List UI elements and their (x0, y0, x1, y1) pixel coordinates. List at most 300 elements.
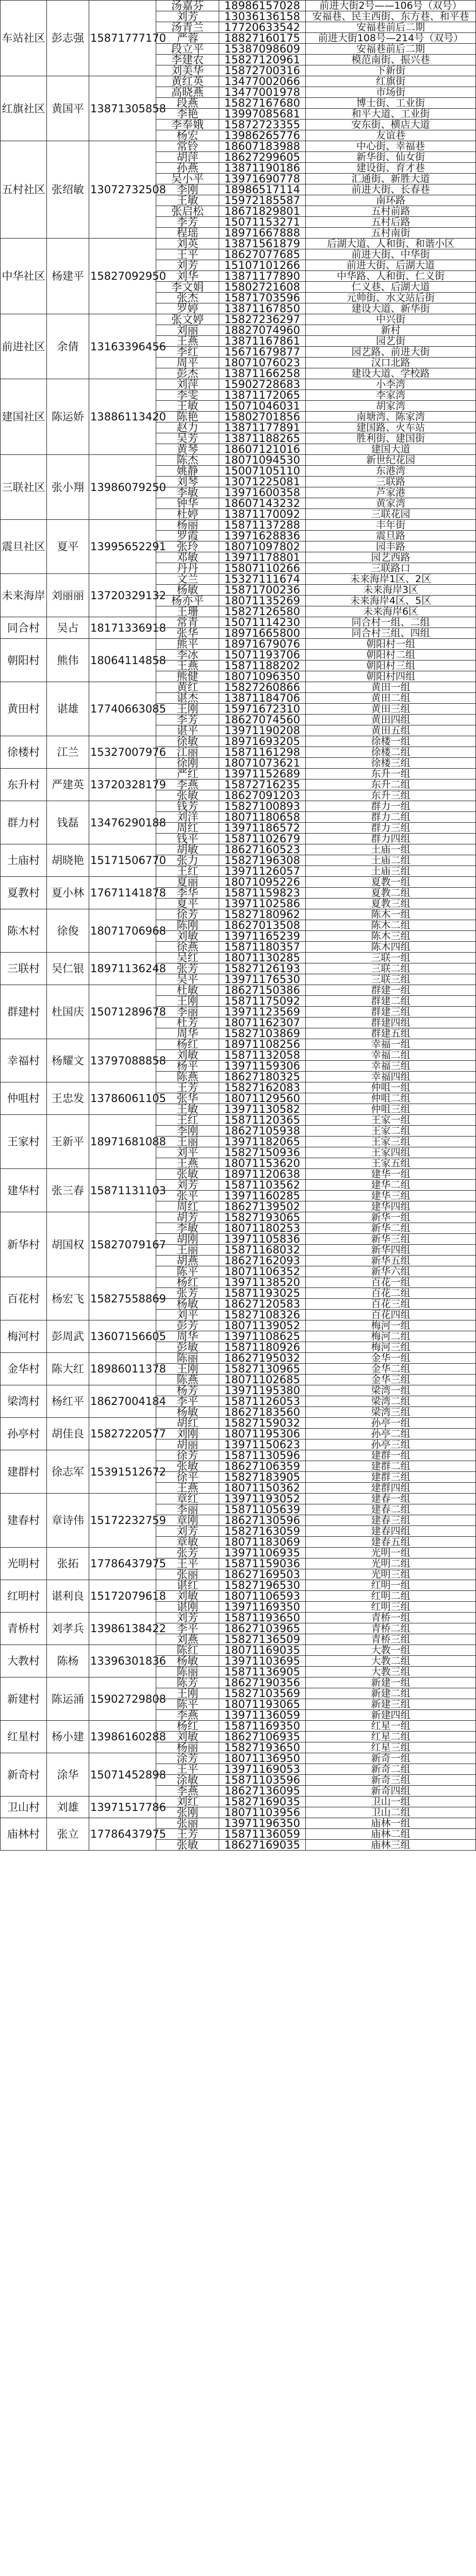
grid-worker-phone-cell: 15671679877 (219, 347, 306, 358)
grid-worker-name-cell: 姚静 (156, 466, 219, 477)
community-name-cell: 大教村 (1, 1645, 47, 1677)
grid-area-cell: 汉口北路 (306, 358, 476, 368)
grid-worker-phone-cell: 15871188202 (219, 660, 306, 671)
leader-name-cell: 陈大红 (47, 1353, 89, 1385)
table-row (1, 1212, 476, 1223)
grid-worker-name-cell: 王平 (156, 1558, 219, 1569)
grid-worker-name-cell: 杨芳 (156, 1385, 219, 1396)
grid-worker-phone-cell: 18627074560 (219, 715, 306, 725)
leader-name-cell: 谌雄 (47, 682, 89, 736)
grid-area-cell: 梅河三组 (306, 1342, 476, 1353)
grid-area-cell: 梁湾一组 (306, 1385, 476, 1396)
grid-worker-phone-cell: 15871193650 (219, 1613, 306, 1623)
grid-worker-name-cell: 张启松 (156, 206, 219, 217)
grid-area-cell: 金华一组 (306, 1353, 476, 1364)
grid-worker-name-cell: 刘华 (156, 271, 219, 282)
grid-area-cell: 仲咀二组 (306, 1093, 476, 1104)
grid-worker-phone-cell: 15871159036 (219, 1558, 306, 1569)
leader-name-cell: 夏小林 (47, 877, 89, 909)
grid-area-cell: 安福巷前后二期 (306, 22, 476, 33)
grid-area-cell: 建设大道、新华街 (306, 303, 476, 314)
grid-worker-phone-cell: 18071139052 (219, 1320, 306, 1331)
grid-area-cell: 王家二组 (306, 1126, 476, 1137)
grid-worker-name-cell: 刘平 (156, 1147, 219, 1158)
grid-worker-name-cell: 陈杰 (156, 455, 219, 466)
grid-worker-phone-cell: 13971165239 (219, 931, 306, 942)
grid-worker-name-cell: 王平 (156, 249, 219, 260)
leader-name-cell: 张拓 (47, 1548, 89, 1580)
grid-worker-phone-cell: 18607183988 (219, 141, 306, 152)
grid-worker-name-cell: 陈丽 (156, 1667, 219, 1677)
leader-name-cell: 余倩 (47, 314, 89, 379)
leader-name-cell: 胡佳良 (47, 1418, 89, 1450)
grid-worker-phone-cell: 15827183905 (219, 1472, 306, 1483)
grid-worker-phone-cell: 18071162307 (219, 1018, 306, 1028)
grid-worker-phone-cell: 15871703596 (219, 293, 306, 303)
grid-worker-name-cell: 陈燕 (156, 1375, 219, 1385)
grid-worker-name-cell: 周红 (156, 823, 219, 834)
leader-name-cell: 杨小建 (47, 1721, 89, 1753)
grid-worker-name-cell: 钟华 (156, 498, 219, 509)
grid-worker-phone-cell: 15872716235 (219, 779, 306, 790)
grid-worker-name-cell: 陈平 (156, 1266, 219, 1277)
grid-worker-name-cell: 胡燕 (156, 1256, 219, 1266)
grid-worker-name-cell: 段立平 (156, 44, 219, 55)
grid-worker-phone-cell: 13971138520 (219, 1277, 306, 1288)
grid-worker-name-cell: 王丽 (156, 1137, 219, 1147)
grid-area-cell: 孙亭二组 (306, 1429, 476, 1439)
table-row (1, 1753, 476, 1764)
grid-worker-phone-cell: 15827103569 (219, 1688, 306, 1699)
leader-name-cell: 章诗伟 (47, 1494, 89, 1548)
grid-area-cell: 夏教一组 (306, 877, 476, 888)
grid-worker-name-cell: 彭杰 (156, 368, 219, 379)
grid-worker-phone-cell: 18627169503 (219, 1569, 306, 1580)
grid-worker-name-cell: 王红 (156, 866, 219, 877)
leader-name-cell: 王忠发 (47, 1082, 89, 1115)
grid-worker-phone-cell: 15827120961 (219, 55, 306, 65)
grid-worker-name-cell: 刘萍 (156, 379, 219, 390)
grid-area-cell: 同合村三组、四组 (306, 628, 476, 639)
grid-worker-phone-cell: 13971169350 (219, 1602, 306, 1613)
grid-worker-phone-cell: 15827130965 (219, 1364, 306, 1375)
grid-area-cell: 五村前路 (306, 206, 476, 217)
grid-area-cell: 新建三组 (306, 1699, 476, 1710)
grid-worker-phone-cell: 15871130596 (219, 1450, 306, 1461)
grid-worker-phone-cell: 13986265776 (219, 130, 306, 141)
grid-area-cell: 三联路 (306, 477, 476, 487)
grid-worker-phone-cell: 18071169035 (219, 1645, 306, 1656)
grid-worker-phone-cell: 15871126053 (219, 1396, 306, 1407)
leader-phone-cell: 15827220577 (89, 1418, 156, 1450)
grid-area-cell: 仲咀一组 (306, 1082, 476, 1093)
grid-worker-phone-cell: 18627160523 (219, 844, 306, 855)
grid-worker-name-cell: 孙燕 (156, 163, 219, 174)
grid-area-cell: 金华二组 (306, 1364, 476, 1375)
grid-area-cell: 群建三组 (306, 1007, 476, 1018)
grid-worker-name-cell: 刘敏 (156, 931, 219, 942)
grid-area-cell: 陈木二组 (306, 920, 476, 931)
community-name-cell: 仲咀村 (1, 1082, 47, 1115)
grid-worker-phone-cell: 15107101266 (219, 260, 306, 271)
community-name-cell: 建春村 (1, 1494, 47, 1548)
community-name-cell: 新奇村 (1, 1753, 47, 1797)
table-row (1, 1548, 476, 1558)
grid-worker-phone-cell: 18971108256 (219, 1039, 306, 1050)
table-row (1, 801, 476, 812)
grid-worker-phone-cell: 15827159032 (219, 1418, 306, 1429)
grid-worker-phone-cell: 18071180658 (219, 812, 306, 823)
grid-worker-phone-cell: 13971160285 (219, 1191, 306, 1201)
community-name-cell: 红旗社区 (1, 76, 47, 141)
grid-area-cell: 红旗街 (306, 76, 476, 87)
grid-area-cell: 新华五组 (306, 1256, 476, 1266)
grid-worker-name-cell: 李刚 (156, 1126, 219, 1137)
grid-worker-name-cell: 李敏 (156, 487, 219, 498)
grid-worker-phone-cell: 18627103965 (219, 1623, 306, 1634)
grid-worker-phone-cell: 18627169035 (219, 1840, 306, 1851)
grid-worker-phone-cell: 15071046031 (219, 401, 306, 412)
grid-worker-phone-cell: 13971159306 (219, 1061, 306, 1072)
grid-area-cell: 陈木一组 (306, 909, 476, 920)
leader-phone-cell: 18986011378 (89, 1353, 156, 1385)
grid-worker-name-cell: 谌刚 (156, 1602, 219, 1613)
grid-worker-name-cell: 胡萍 (156, 152, 219, 163)
grid-worker-name-cell: 李平 (156, 1623, 219, 1634)
community-name-cell: 红星村 (1, 1721, 47, 1753)
grid-worker-phone-cell: 18627013508 (219, 920, 306, 931)
grid-worker-phone-cell: 13971193052 (219, 1494, 306, 1504)
leader-phone-cell: 15391512672 (89, 1450, 156, 1494)
grid-worker-name-cell: 李芳 (156, 715, 219, 725)
grid-worker-name-cell: 刘美华 (156, 65, 219, 76)
grid-worker-name-cell: 丹丹 (156, 563, 219, 574)
grid-worker-name-cell: 文兰 (156, 574, 219, 585)
grid-area-cell: 黄田四组 (306, 715, 476, 725)
grid-worker-name-cell: 李文娟 (156, 282, 219, 293)
grid-worker-phone-cell: 18671829801 (219, 206, 306, 217)
grid-worker-name-cell: 陈燕 (156, 1072, 219, 1082)
grid-worker-name-cell: 胡芳 (156, 1212, 219, 1223)
grid-worker-name-cell: 李红 (156, 347, 219, 358)
grid-area-cell: 新世纪花园 (306, 455, 476, 466)
grid-worker-phone-cell: 18627106935 (219, 1732, 306, 1742)
grid-worker-phone-cell: 18071180253 (219, 1223, 306, 1234)
grid-area-cell: 青桥一组 (306, 1613, 476, 1623)
leader-phone-cell: 13797088858 (89, 1039, 156, 1082)
grid-worker-phone-cell: 13036136158 (219, 11, 306, 22)
grid-area-cell: 幸福一组 (306, 1039, 476, 1050)
community-name-cell: 梁湾村 (1, 1385, 47, 1418)
table-row (1, 1082, 476, 1093)
leader-phone-cell: 17671141878 (89, 877, 156, 909)
grid-worker-name-cell: 陈红 (156, 1645, 219, 1656)
leader-phone-cell: 13720328179 (89, 769, 156, 801)
grid-worker-name-cell: 张杰 (156, 293, 219, 303)
grid-worker-name-cell: 王燕 (156, 1158, 219, 1169)
leader-phone-cell: 15871777170 (89, 1, 156, 76)
grid-worker-name-cell: 吴红 (156, 953, 219, 963)
grid-worker-name-cell: 钱芳 (156, 801, 219, 812)
leader-name-cell: 徐志军 (47, 1450, 89, 1494)
grid-worker-name-cell: 李敏 (156, 1223, 219, 1234)
grid-area-cell: 三联花园 (306, 509, 476, 520)
grid-worker-phone-cell: 13871190186 (219, 163, 306, 174)
grid-area-cell: 新奇三组 (306, 1775, 476, 1786)
grid-area-cell: 群建四组 (306, 1018, 476, 1028)
grid-area-cell: 梁湾三组 (306, 1407, 476, 1418)
leader-phone-cell: 17740663085 (89, 682, 156, 736)
table-row (1, 1797, 476, 1807)
grid-worker-name-cell: 刘丽 (156, 325, 219, 336)
grid-area-cell: 建华一组 (306, 1169, 476, 1180)
table-row (1, 1039, 476, 1050)
grid-worker-phone-cell: 18971679076 (219, 639, 306, 650)
grid-area-cell: 幸福三组 (306, 1061, 476, 1072)
grid-worker-phone-cell: 15871137288 (219, 520, 306, 531)
grid-worker-name-cell: 陈芳 (156, 1677, 219, 1688)
grid-area-cell: 庙林三组 (306, 1840, 476, 1851)
leader-phone-cell: 15827079167 (89, 1212, 156, 1277)
grid-area-cell: 朝阳村一组 (306, 639, 476, 650)
grid-worker-phone-cell: 13871177891 (219, 422, 306, 433)
grid-worker-phone-cell: 18627136095 (219, 1786, 306, 1797)
table-row (1, 639, 476, 650)
table-row (1, 455, 476, 466)
grid-worker-phone-cell: 13971690778 (219, 174, 306, 184)
roster-body (1, 1, 476, 1851)
community-name-cell: 庙林村 (1, 1818, 47, 1851)
grid-worker-phone-cell: 18071076023 (219, 358, 306, 368)
community-name-cell: 青桥村 (1, 1613, 47, 1645)
grid-worker-name-cell: 刘芳 (156, 1526, 219, 1537)
grid-area-cell: 黄田三组 (306, 704, 476, 715)
grid-worker-name-cell: 张芳 (156, 1548, 219, 1558)
grid-worker-phone-cell: 15827169035 (219, 1797, 306, 1807)
grid-worker-name-cell: 王燕 (156, 336, 219, 347)
grid-area-cell: 东港湾 (306, 466, 476, 477)
grid-area-cell: 朝阳村三组 (306, 660, 476, 671)
grid-worker-name-cell: 徐芳 (156, 1450, 219, 1461)
grid-area-cell: 芦家港 (306, 487, 476, 498)
grid-worker-name-cell: 黄琴 (156, 444, 219, 455)
grid-worker-phone-cell: 15827260866 (219, 682, 306, 693)
grid-worker-phone-cell: 13871184706 (219, 693, 306, 704)
grid-worker-phone-cell: 15827126193 (219, 963, 306, 974)
grid-worker-phone-cell: 15902728683 (219, 379, 306, 390)
community-name-cell: 群力村 (1, 801, 47, 844)
leader-name-cell: 钱磊 (47, 801, 89, 844)
grid-worker-phone-cell: 18627190356 (219, 1677, 306, 1688)
grid-worker-phone-cell: 18071195306 (219, 1429, 306, 1439)
leader-phone-cell: 15071452898 (89, 1753, 156, 1797)
grid-worker-name-cell: 赵力 (156, 422, 219, 433)
grid-worker-name-cell: 彭芳 (156, 1320, 219, 1331)
grid-worker-name-cell: 周红 (156, 1201, 219, 1212)
grid-worker-phone-cell: 18627150386 (219, 985, 306, 996)
grid-worker-name-cell: 罗霞 (156, 531, 219, 541)
grid-area-cell: 胜利街、建国街 (306, 433, 476, 444)
grid-worker-phone-cell: 18071130285 (219, 953, 306, 963)
grid-area-cell: 前进大街2号——106号（双号） (306, 1, 476, 11)
leader-phone-cell: 13986160288 (89, 1721, 156, 1753)
grid-area-cell: 新华一组 (306, 1212, 476, 1223)
grid-area-cell: 建设街、育才巷 (306, 163, 476, 174)
grid-worker-name-cell: 王珊 (156, 606, 219, 617)
grid-area-cell: 新华三组 (306, 1234, 476, 1245)
leader-name-cell: 陈运娇 (47, 379, 89, 455)
grid-worker-name-cell: 刘敏 (156, 1050, 219, 1061)
grid-worker-name-cell: 杨红 (156, 1039, 219, 1050)
grid-worker-name-cell: 夏丽 (156, 877, 219, 888)
grid-worker-phone-cell: 13971190208 (219, 725, 306, 736)
grid-area-cell: 友谊巷 (306, 130, 476, 141)
grid-worker-phone-cell: 15827167680 (219, 98, 306, 109)
grid-worker-phone-cell: 15871193025 (219, 1288, 306, 1299)
grid-worker-name-cell: 李华 (156, 888, 219, 899)
grid-worker-name-cell: 刘琴 (156, 477, 219, 487)
grid-worker-phone-cell: 15827162083 (219, 1082, 306, 1093)
grid-worker-name-cell: 陈平 (156, 1699, 219, 1710)
leader-name-cell: 谌利良 (47, 1580, 89, 1613)
grid-worker-name-cell: 吴平 (156, 974, 219, 985)
grid-area-cell: 三联一组 (306, 953, 476, 963)
grid-worker-name-cell: 章红 (156, 1494, 219, 1504)
community-name-cell: 黄田村 (1, 682, 47, 736)
grid-worker-phone-cell: 15807110266 (219, 563, 306, 574)
grid-worker-phone-cell: 13477002066 (219, 76, 306, 87)
grid-worker-phone-cell: 15971672310 (219, 704, 306, 715)
grid-worker-name-cell: 刘燕 (156, 1634, 219, 1645)
grid-area-cell: 园艺街 (306, 336, 476, 347)
grid-area-cell: 百花四组 (306, 1310, 476, 1320)
grid-worker-phone-cell: 18071106593 (219, 1591, 306, 1602)
grid-area-cell: 红星三组 (306, 1742, 476, 1753)
table-row (1, 1645, 476, 1656)
grid-worker-phone-cell: 13997085681 (219, 109, 306, 120)
grid-area-cell: 建设大道、学校路 (306, 368, 476, 379)
grid-area-cell: 青桥二组 (306, 1623, 476, 1634)
grid-worker-phone-cell: 13971628836 (219, 531, 306, 541)
grid-worker-name-cell: 周华 (156, 1331, 219, 1342)
grid-worker-phone-cell: 15871132058 (219, 1050, 306, 1061)
grid-area-cell: 市场街 (306, 87, 476, 98)
grid-area-cell: 建华四组 (306, 1201, 476, 1212)
grid-worker-phone-cell: 15071193706 (219, 650, 306, 660)
grid-area-cell: 百花三组 (306, 1299, 476, 1310)
leader-phone-cell: 13886113420 (89, 379, 156, 455)
grid-area-cell: 新华四组 (306, 1245, 476, 1256)
leader-name-cell: 刘孝兵 (47, 1613, 89, 1645)
grid-worker-name-cell: 陈刚 (156, 920, 219, 931)
grid-area-cell: 前进大街、长春巷 (306, 184, 476, 195)
grid-area-cell: 卫山二组 (306, 1807, 476, 1818)
grid-worker-name-cell: 刘敏 (156, 1591, 219, 1602)
table-row (1, 1353, 476, 1364)
grid-area-cell: 新建二组 (306, 1688, 476, 1699)
grid-area-cell: 东升三组 (306, 790, 476, 801)
grid-area-cell: 幸福四组 (306, 1072, 476, 1082)
grid-worker-phone-cell: 18071193065 (219, 1699, 306, 1710)
grid-worker-name-cell: 刘芳 (156, 11, 219, 22)
grid-area-cell: 孙亭三组 (306, 1439, 476, 1450)
grid-area-cell: 王家三组 (306, 1137, 476, 1147)
grid-area-cell: 建群四组 (306, 1483, 476, 1494)
grid-worker-name-cell: 徐芳 (156, 909, 219, 920)
grid-worker-phone-cell: 13971600358 (219, 487, 306, 498)
grid-area-cell: 五村后路 (306, 217, 476, 228)
grid-worker-phone-cell: 13871170092 (219, 509, 306, 520)
grid-area-cell: 黄家湾 (306, 498, 476, 509)
grid-worker-name-cell: 王敏 (156, 195, 219, 206)
leader-name-cell: 吴仁银 (47, 953, 89, 985)
grid-worker-phone-cell: 18071094530 (219, 455, 306, 466)
grid-worker-phone-cell: 13871172065 (219, 390, 306, 401)
grid-worker-name-cell: 熊健 (156, 671, 219, 682)
grid-worker-name-cell: 黄红 (156, 682, 219, 693)
community-name-cell: 朝阳村 (1, 639, 47, 682)
grid-area-cell: 园艺西路 (306, 552, 476, 563)
table-row (1, 1115, 476, 1126)
grid-worker-phone-cell: 13971103695 (219, 1656, 306, 1667)
grid-area-cell: 未来海岸3区 (306, 585, 476, 596)
grid-worker-name-cell: 张华 (156, 628, 219, 639)
grid-worker-phone-cell: 15007105110 (219, 466, 306, 477)
grid-area-cell: 夏教二组 (306, 888, 476, 899)
grid-area-cell: 前进大街108号—214号（双号） (306, 33, 476, 44)
grid-area-cell: 新奇一组 (306, 1753, 476, 1764)
grid-worker-name-cell: 张力 (156, 855, 219, 866)
leader-name-cell: 刘雄 (47, 1797, 89, 1818)
grid-worker-phone-cell: 15871700236 (219, 585, 306, 596)
grid-area-cell: 红星二组 (306, 1732, 476, 1742)
grid-worker-name-cell: 陈艳 (156, 412, 219, 422)
leader-phone-cell: 15172079618 (89, 1580, 156, 1613)
grid-worker-phone-cell: 18627139502 (219, 1201, 306, 1212)
table-row (1, 877, 476, 888)
grid-area-cell: 三联三组 (306, 974, 476, 985)
community-name-cell: 群建村 (1, 985, 47, 1039)
grid-worker-phone-cell: 13971152689 (219, 769, 306, 779)
grid-worker-phone-cell: 18627195032 (219, 1353, 306, 1364)
leader-phone-cell: 15827558869 (89, 1277, 156, 1320)
grid-area-cell: 青桥三组 (306, 1634, 476, 1645)
grid-area-cell: 光明二组 (306, 1558, 476, 1569)
leader-name-cell: 杨耀文 (47, 1039, 89, 1082)
community-name-cell: 三联社区 (1, 455, 47, 520)
grid-worker-name-cell: 王平 (156, 1764, 219, 1775)
grid-worker-name-cell: 张丽 (156, 1818, 219, 1829)
grid-area-cell: 建群三组 (306, 1472, 476, 1483)
grid-area-cell: 建华三组 (306, 1191, 476, 1201)
grid-area-cell: 建春四组 (306, 1526, 476, 1537)
grid-worker-name-cell: 严红 (156, 769, 219, 779)
grid-worker-name-cell: 夏平 (156, 899, 219, 909)
grid-worker-phone-cell: 18627180325 (219, 1072, 306, 1082)
leader-phone-cell: 15827092950 (89, 239, 156, 314)
grid-worker-phone-cell: 18627299605 (219, 152, 306, 163)
community-name-cell: 土庙村 (1, 844, 47, 877)
grid-worker-name-cell: 王刚 (156, 1364, 219, 1375)
grid-worker-name-cell: 杨红 (156, 1721, 219, 1732)
grid-worker-phone-cell: 13871561879 (219, 239, 306, 249)
grid-area-cell: 新建一组 (306, 1677, 476, 1688)
grid-area-cell: 夏教三组 (306, 899, 476, 909)
leader-phone-cell: 13720329132 (89, 574, 156, 617)
grid-area-cell: 建春五组 (306, 1537, 476, 1548)
community-name-cell: 王家村 (1, 1115, 47, 1169)
grid-worker-name-cell: 杜敏 (156, 985, 219, 996)
